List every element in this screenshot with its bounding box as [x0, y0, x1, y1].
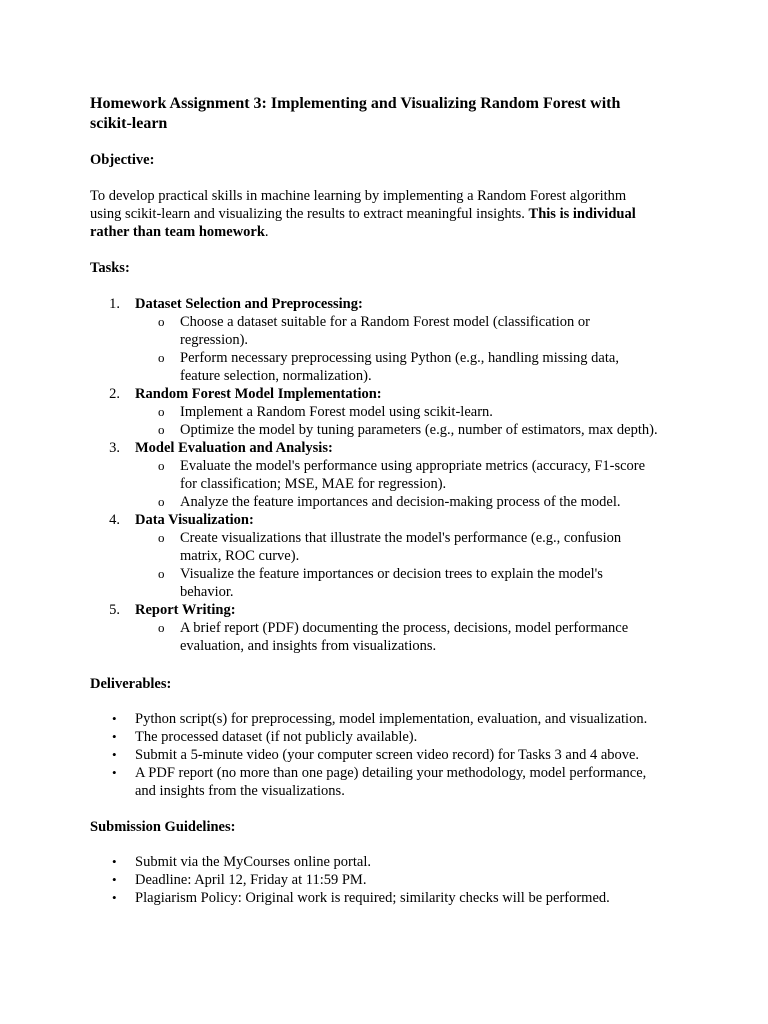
task-subitem-text: evaluation, and insights from visualizations.: [180, 638, 437, 654]
task-subitem-text: feature selection, normalization).: [180, 368, 372, 384]
bullet-icon: •: [112, 854, 117, 869]
bullet-icon: •: [112, 711, 117, 726]
objective-heading: Objective:: [90, 152, 155, 168]
task-title: Report Writing:: [135, 602, 236, 618]
task-subitem-text: Create visualizations that illustrate the model's performance (e.g., confusion: [180, 530, 622, 546]
task-subitem-text: Optimize the model by tuning parameters (e.g., number of estimators, max depth).: [180, 422, 658, 438]
objective-line-2-text: using scikit-learn and visualizing the results to extract meaningful insights.: [90, 206, 529, 222]
submission-heading: Submission Guidelines:: [90, 819, 236, 835]
deliverable-item-text: and insights from the visualizations.: [135, 783, 345, 799]
task-number: 5.: [109, 602, 120, 618]
sub-bullet-icon: o: [158, 314, 165, 329]
task-title: Random Forest Model Implementation:: [135, 386, 382, 402]
task-subitem-text: Analyze the feature importances and decision-making process of the model.: [180, 494, 621, 510]
sub-bullet-icon: o: [158, 566, 165, 581]
objective-line-1: To develop practical skills in machine learning by implementing a Random Forest algorithm: [90, 188, 627, 204]
task-number: 1.: [109, 296, 120, 312]
sub-bullet-icon: o: [158, 494, 165, 509]
objective-emphasis-1: This is individual: [528, 206, 636, 222]
task-subitem-text: Visualize the feature importances or decision trees to explain the model's: [180, 566, 603, 582]
task-subitem-text: behavior.: [180, 584, 234, 600]
objective-emphasis-2: rather than team homework: [90, 224, 265, 240]
submission-item-text: Plagiarism Policy: Original work is required; similarity checks will be performed.: [135, 890, 610, 906]
deliverable-item-text: Submit a 5-minute video (your computer screen video record) for Tasks 3 and 4 above.: [135, 747, 640, 763]
bullet-icon: •: [112, 872, 117, 887]
deliverables-heading: Deliverables:: [90, 676, 172, 692]
sub-bullet-icon: o: [158, 530, 165, 545]
objective-line-2: [90, 205, 636, 223]
task-subitem-text: A brief report (PDF) documenting the process, decisions, model performance: [180, 620, 629, 636]
task-subitem-text: matrix, ROC curve).: [180, 548, 300, 564]
task-number: 3.: [109, 440, 120, 456]
deliverable-item-text: A PDF report (no more than one page) detailing your methodology, model performance,: [135, 765, 647, 781]
task-subitem-text: for classification; MSE, MAE for regression).: [180, 476, 447, 492]
doc-title-line-1: Homework Assignment 3: Implementing and Visualizing Random Forest with: [90, 95, 621, 112]
task-title: Model Evaluation and Analysis:: [135, 440, 333, 456]
objective-line-3-end: .: [264, 224, 269, 240]
sub-bullet-icon: o: [158, 404, 165, 419]
tasks-heading: Tasks:: [90, 260, 130, 276]
task-number: 2.: [109, 386, 120, 402]
task-subitem-text: Evaluate the model's performance using appropriate metrics (accuracy, F1-score: [180, 458, 646, 474]
sub-bullet-icon: o: [158, 422, 165, 437]
sub-bullet-icon: o: [158, 620, 165, 635]
bullet-icon: •: [112, 747, 117, 762]
deliverable-item-text: The processed dataset (if not publicly available).: [135, 729, 418, 745]
task-title: Dataset Selection and Preprocessing:: [135, 296, 363, 312]
task-subitem-text: regression).: [180, 332, 249, 348]
objective-line-3: [90, 223, 269, 241]
task-subitem-text: Choose a dataset suitable for a Random Forest model (classification or: [180, 314, 590, 330]
task-subitem-text: Implement a Random Forest model using scikit-learn.: [180, 404, 493, 420]
task-title: Data Visualization:: [135, 512, 254, 528]
bullet-icon: •: [112, 890, 117, 905]
sub-bullet-icon: o: [158, 458, 165, 473]
submission-item-text: Submit via the MyCourses online portal.: [135, 854, 372, 870]
bullet-icon: •: [112, 729, 117, 744]
submission-item-text: Deadline: April 12, Friday at 11:59 PM.: [135, 872, 367, 888]
deliverable-item-text: Python script(s) for preprocessing, model implementation, evaluation, and visualization.: [135, 711, 648, 727]
task-subitem-text: Perform necessary preprocessing using Python (e.g., handling missing data,: [180, 350, 619, 366]
bullet-icon: •: [112, 765, 117, 780]
doc-title-line-2: scikit-learn: [90, 115, 168, 132]
task-number: 4.: [109, 512, 120, 528]
sub-bullet-icon: o: [158, 350, 165, 365]
